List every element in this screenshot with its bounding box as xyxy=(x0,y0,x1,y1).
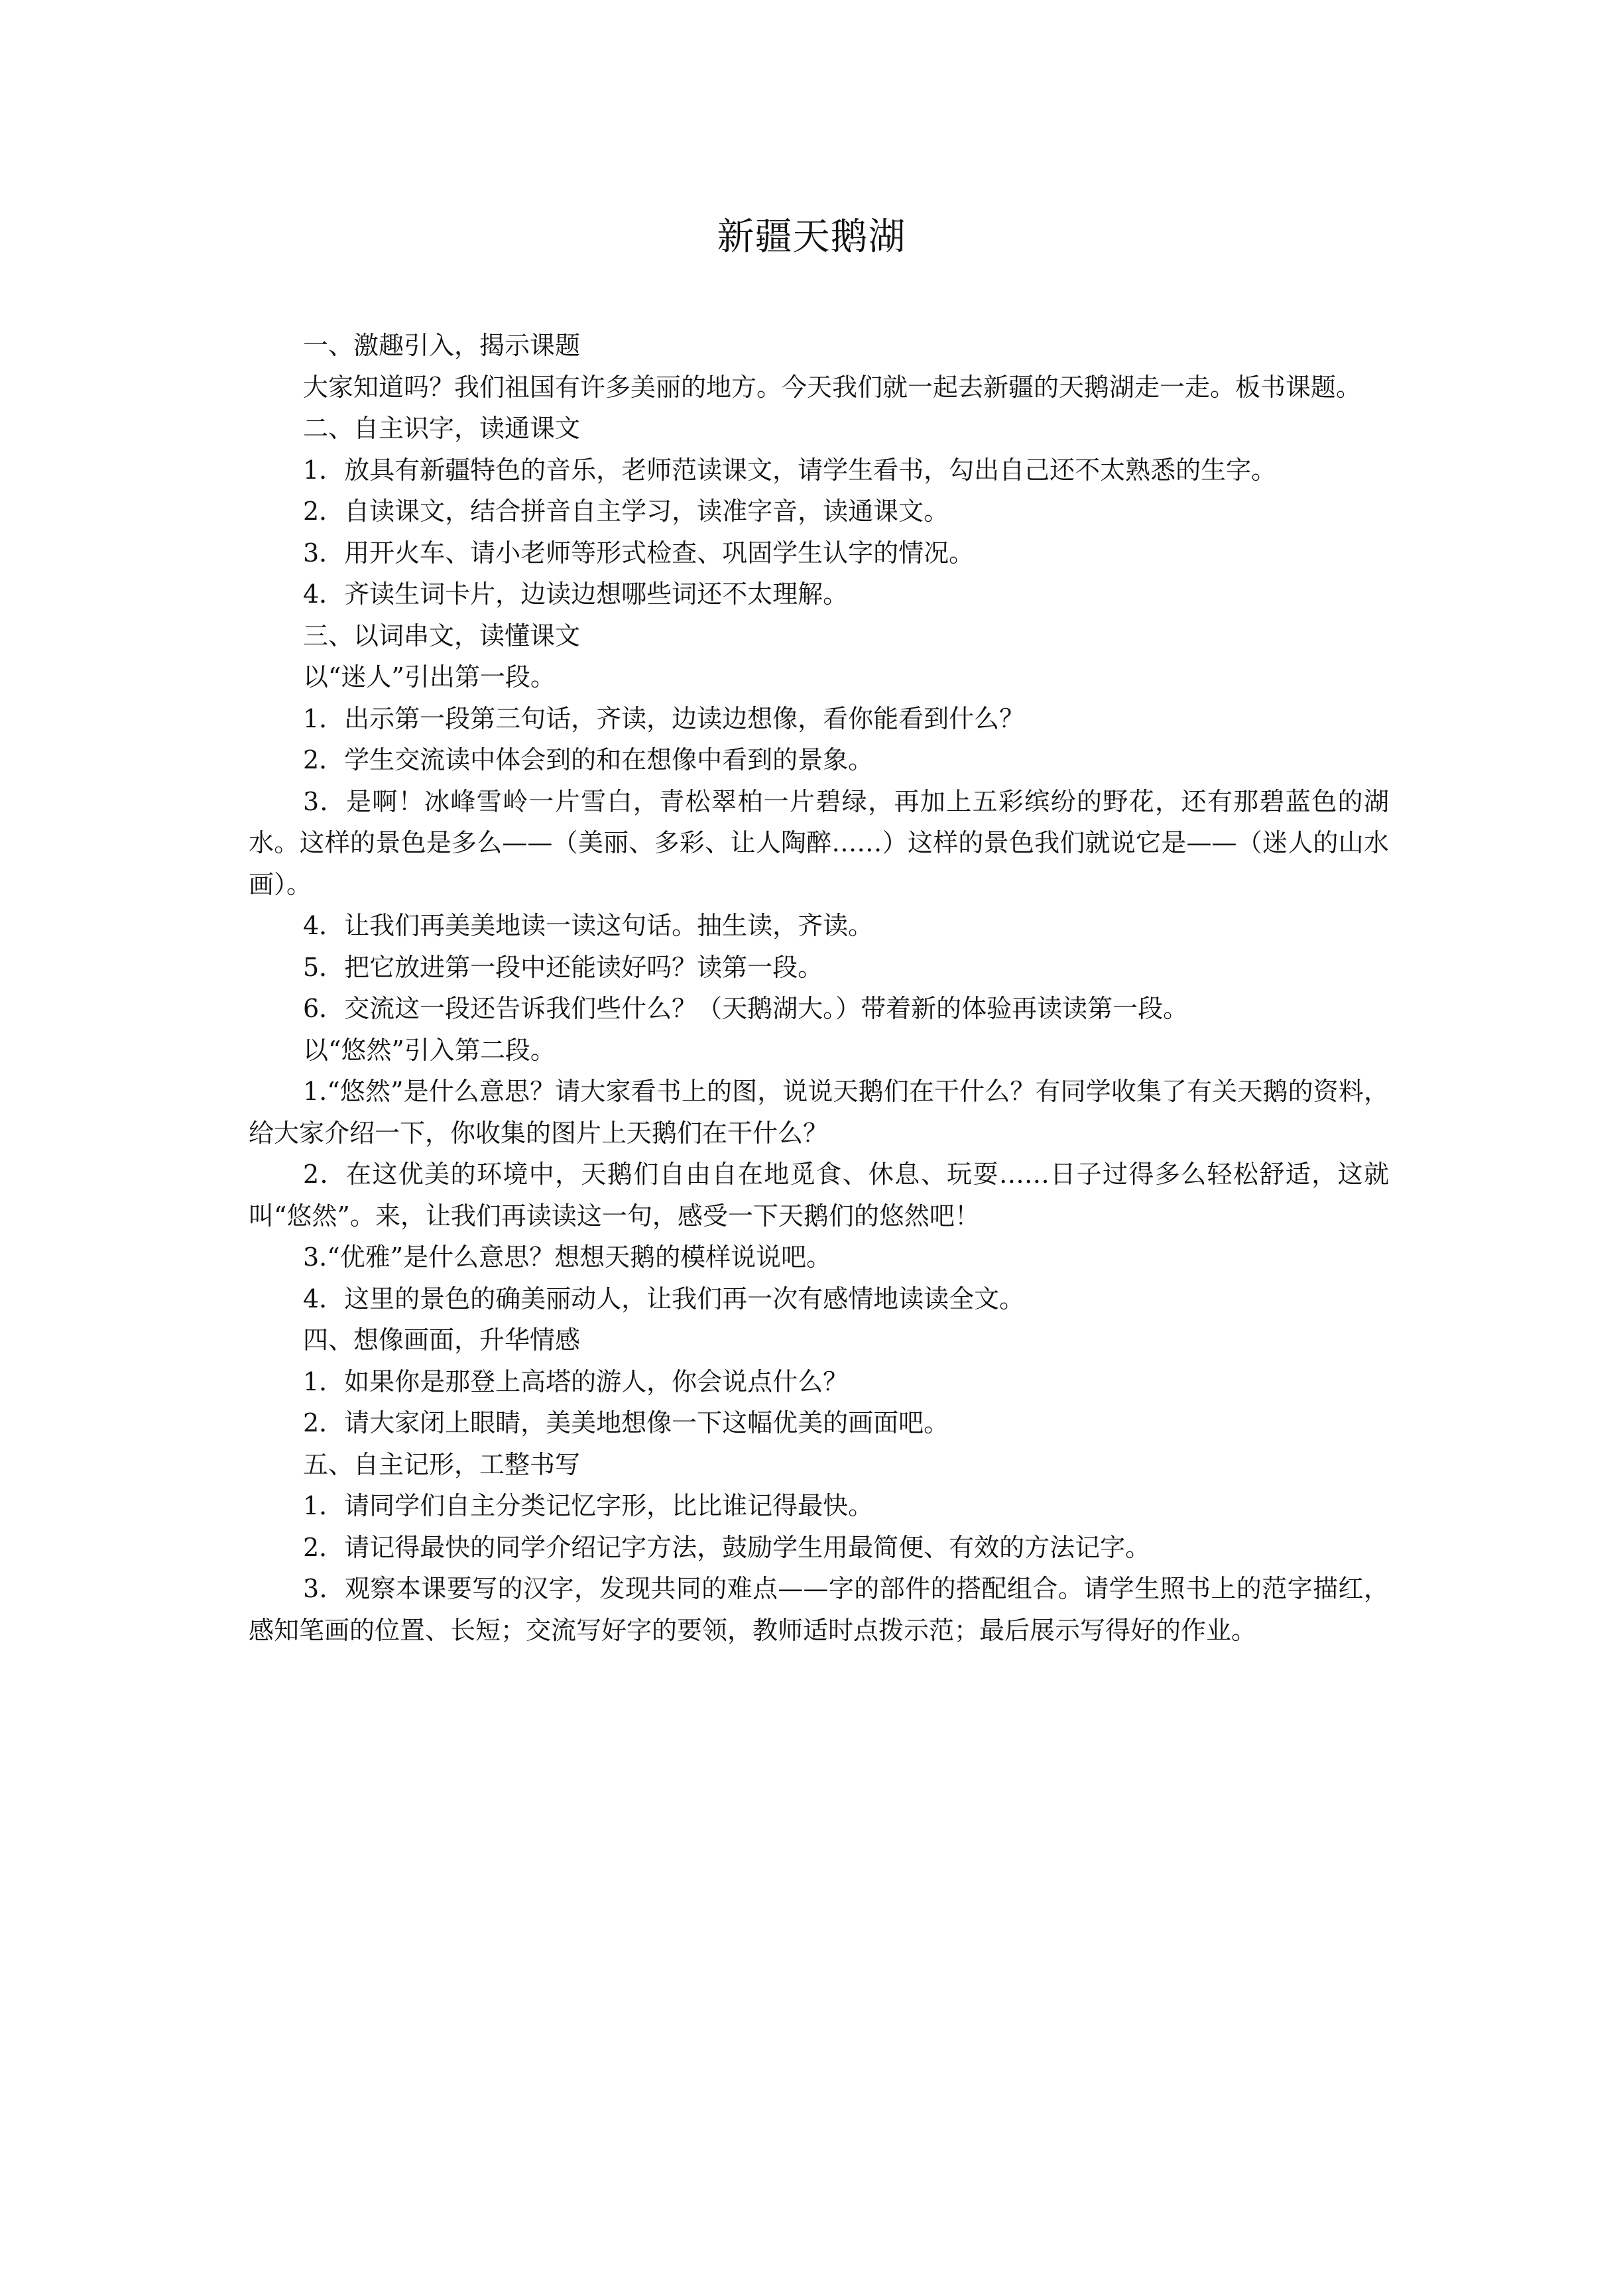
paragraph: 2．在这优美的环境中，天鹅们自由自在地觅食、休息、玩耍……日子过得多么轻松舒适，这就叫“悠然”。来，让我们再读读这一句，感受一下天鹅们的悠然吧！ xyxy=(249,1160,1389,1231)
document-title: 新疆天鹅湖 xyxy=(717,215,906,259)
paragraph: 4．这里的景色的确美丽动人，让我们再一次有感情地读读全文。 xyxy=(303,1284,1025,1313)
document-body xyxy=(249,325,1389,1651)
paragraph: 2．请记得最快的同学介绍记字方法，鼓励学生用最简便、有效的方法记字。 xyxy=(303,1532,1151,1562)
paragraph: 3．用开火车、请小老师等形式检查、巩固学生认字的情况。 xyxy=(303,538,975,568)
paragraph: 1．如果你是那登上高塔的游人，你会说点什么？ xyxy=(303,1366,849,1396)
paragraph: 一、激趣引入，揭示课题 xyxy=(303,331,581,360)
paragraph: 2．学生交流读中体会到的和在想像中看到的景象。 xyxy=(303,745,874,774)
paragraph: 三、以词串文，读懂课文 xyxy=(303,621,581,650)
paragraph: 1．出示第一段第三句话，齐读，边读边想像，看你能看到什么？ xyxy=(303,703,1025,733)
paragraph: 1．请同学们自主分类记忆字形，比比谁记得最快。 xyxy=(303,1491,874,1520)
paragraph: 以“迷人”引出第一段。 xyxy=(303,662,556,692)
paragraph: 3．是啊！冰峰雪岭一片雪白，青松翠柏一片碧绿，再加上五彩缤纷的野花，还有那碧蓝色的湖水。这样的景色是多么——（美丽、多彩、让人陶醉……）这样的景色我们就说它是——（迷人的山水画）。 xyxy=(249,786,1389,899)
paragraph: 1．放具有新疆特色的音乐，老师范读课文，请学生看书，勾出自己还不太熟悉的生字。 xyxy=(303,455,1277,485)
paragraph: 4．齐读生词卡片，边读边想哪些词还不太理解。 xyxy=(303,579,849,609)
paragraph: 3．观察本课要写的汉字，发现共同的难点——字的部件的搭配组合。请学生照书上的范字描红，感知笔画的位置、长短；交流写好字的要领，教师适时点拨示范；最后展示写得好的作业。 xyxy=(249,1574,1389,1645)
paragraph: 2．自读课文，结合拼音自主学习，读准字音，读通课文。 xyxy=(303,497,949,526)
paragraph: 6．交流这一段还告诉我们些什么？（天鹅湖大。）带着新的体验再读读第一段。 xyxy=(303,994,1189,1023)
paragraph: 大家知道吗？我们祖国有许多美丽的地方。今天我们就一起去新疆的天鹅湖走一走。板书课题。 xyxy=(303,372,1362,402)
paragraph: 4．让我们再美美地读一读这句话。抽生读，齐读。 xyxy=(303,911,874,940)
paragraph: 1.“悠然”是什么意思？请大家看书上的图，说说天鹅们在干什么？有同学收集了有关天鹅的资料，给大家介绍一下，你收集的图片上天鹅们在干什么？ xyxy=(249,1077,1389,1148)
paragraph: 四、想像画面，升华情感 xyxy=(303,1325,581,1355)
paragraph: 二、自主识字，读通课文 xyxy=(303,414,581,443)
paragraph: 2．请大家闭上眼睛，美美地想像一下这幅优美的画面吧。 xyxy=(303,1408,949,1437)
paragraph: 五、自主记形，工整书写 xyxy=(303,1449,581,1479)
paragraph: 3.“优雅”是什么意思？想想天鹅的模样说说吧。 xyxy=(303,1242,832,1272)
paragraph: 以“悠然”引入第二段。 xyxy=(303,1035,556,1065)
paragraph: 5．把它放进第一段中还能读好吗？读第一段。 xyxy=(303,952,823,982)
